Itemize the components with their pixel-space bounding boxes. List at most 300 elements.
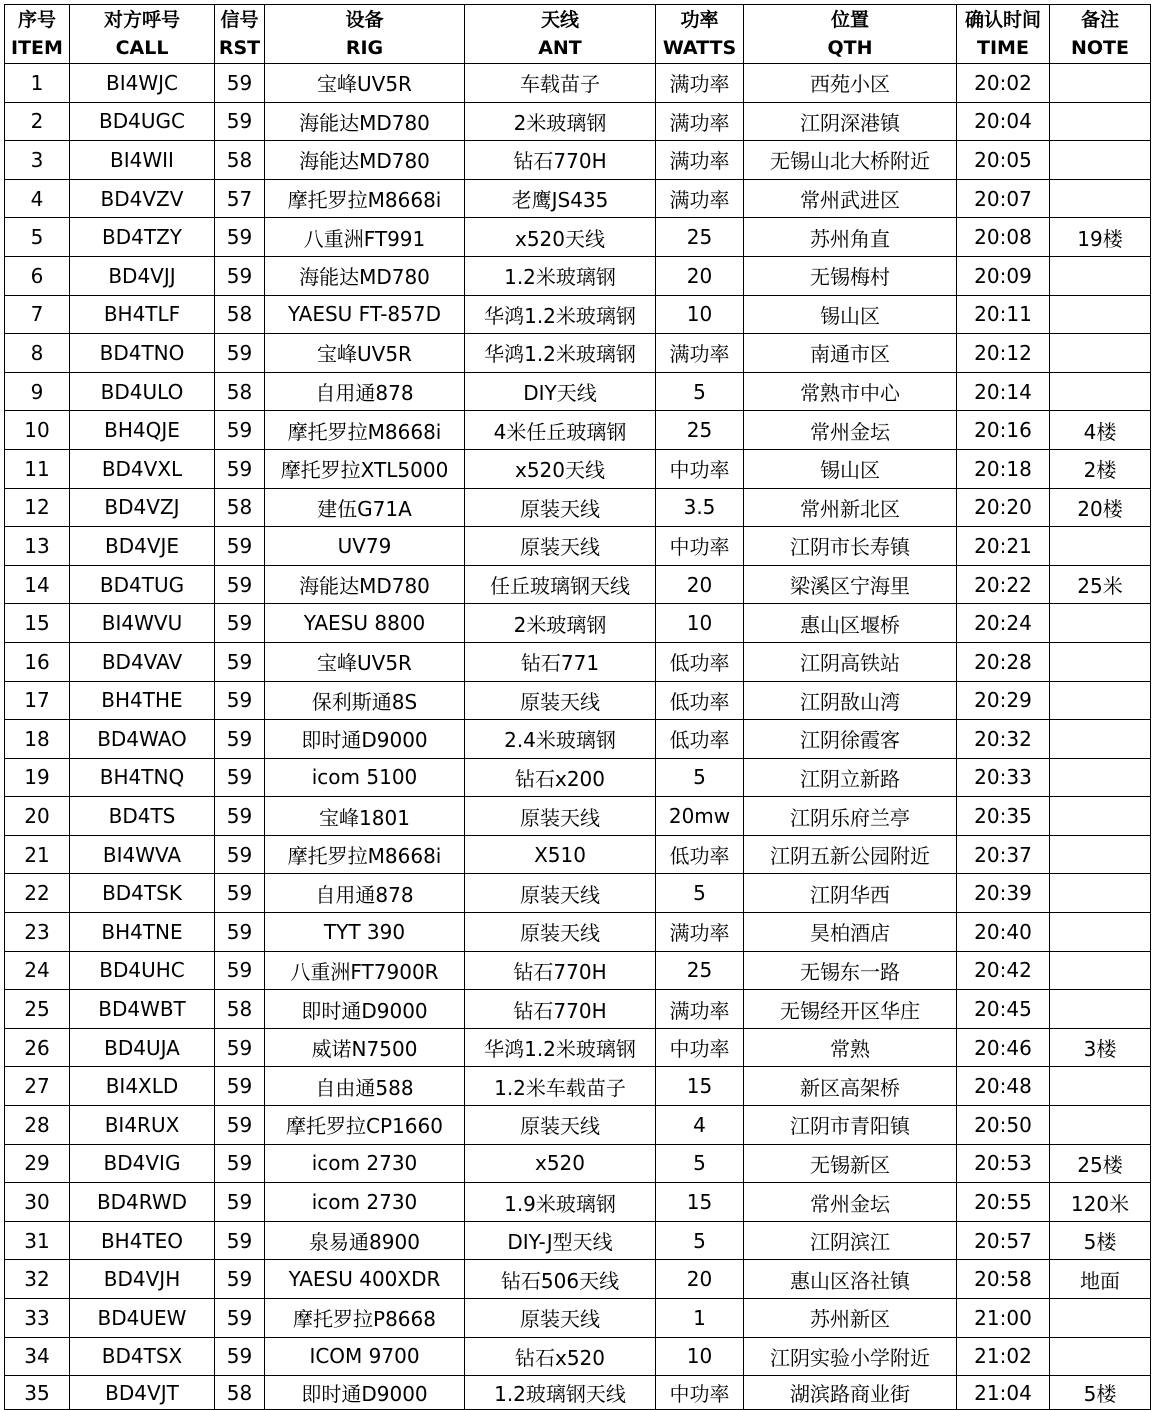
- cell-watts: 10: [656, 604, 744, 643]
- table-row: [5, 1144, 1151, 1183]
- cell-item: 21: [5, 835, 70, 874]
- cell-rig: 泉易通8900: [265, 1221, 465, 1260]
- cell-qth: 江阴敔山湾: [744, 681, 957, 720]
- cell-qth: 江阴深港镇: [744, 102, 957, 141]
- cell-ant: 原装天线: [465, 681, 656, 720]
- cell-rst: 59: [215, 1337, 265, 1376]
- cell-item: 9: [5, 372, 70, 411]
- cell-rst: 58: [215, 295, 265, 334]
- cell-ant: 原装天线: [465, 488, 656, 527]
- cell-rig: 自用通878: [265, 874, 465, 913]
- cell-ant: 钻石770H: [465, 990, 656, 1029]
- table-row: [5, 256, 1151, 295]
- cell-call: BD4TNO: [70, 334, 215, 373]
- cell-time: 20:18: [957, 449, 1050, 488]
- cell-call: BI4WJC: [70, 64, 215, 103]
- cell-time: 20:45: [957, 990, 1050, 1029]
- cell-rst: 59: [215, 334, 265, 373]
- cell-note: [1050, 1337, 1151, 1376]
- cell-ant: x520: [465, 1144, 656, 1183]
- column-header-en: ANT: [538, 37, 582, 59]
- cell-watts: 3.5: [656, 488, 744, 527]
- table-row: [5, 527, 1151, 566]
- cell-rig: 建伍G71A: [265, 488, 465, 527]
- cell-rst: 59: [215, 449, 265, 488]
- cell-call: BI4WII: [70, 141, 215, 180]
- cell-qth: 苏州角直: [744, 218, 957, 257]
- cell-note: [1050, 758, 1151, 797]
- cell-rig: 威诺N7500: [265, 1028, 465, 1067]
- cell-item: 20: [5, 797, 70, 836]
- cell-note: [1050, 179, 1151, 218]
- cell-qth: 昊柏酒店: [744, 913, 957, 952]
- cell-note: [1050, 64, 1151, 103]
- table-row: [5, 835, 1151, 874]
- cell-note: [1050, 141, 1151, 180]
- cell-ant: DIY-J型天线: [465, 1221, 656, 1260]
- cell-rig: 宝峰UV5R: [265, 642, 465, 681]
- cell-rst: 59: [215, 1106, 265, 1145]
- cell-call: BD4TUG: [70, 565, 215, 604]
- cell-rig: 宝峰1801: [265, 797, 465, 836]
- cell-rst: 59: [215, 681, 265, 720]
- cell-watts: 中功率: [656, 449, 744, 488]
- cell-rig: 宝峰UV5R: [265, 334, 465, 373]
- cell-ant: 4米任丘玻璃钢: [465, 411, 656, 450]
- cell-rig: 摩托罗拉XTL5000: [265, 449, 465, 488]
- cell-item: 24: [5, 951, 70, 990]
- cell-call: BI4RUX: [70, 1106, 215, 1145]
- table-row: [5, 1221, 1151, 1260]
- cell-rst: 59: [215, 1299, 265, 1338]
- table-row: [5, 179, 1151, 218]
- cell-call: BD4VJE: [70, 527, 215, 566]
- column-header-en: ITEM: [11, 37, 63, 59]
- cell-watts: 25: [656, 218, 744, 257]
- cell-item: 29: [5, 1144, 70, 1183]
- cell-rig: 即时通D9000: [265, 1376, 465, 1410]
- cell-rig: 摩托罗拉CP1660: [265, 1106, 465, 1145]
- cell-call: BD4TS: [70, 797, 215, 836]
- cell-item: 25: [5, 990, 70, 1029]
- cell-rig: ICOM 9700: [265, 1337, 465, 1376]
- cell-time: 20:22: [957, 565, 1050, 604]
- cell-time: 20:48: [957, 1067, 1050, 1106]
- cell-item: 15: [5, 604, 70, 643]
- cell-qth: 常州武进区: [744, 179, 957, 218]
- cell-note: 4楼: [1050, 411, 1151, 450]
- cell-time: 20:46: [957, 1028, 1050, 1067]
- column-header-rst: [215, 5, 265, 64]
- cell-rst: 58: [215, 372, 265, 411]
- cell-call: BD4RWD: [70, 1183, 215, 1222]
- cell-rst: 59: [215, 797, 265, 836]
- cell-rst: 59: [215, 64, 265, 103]
- cell-qth: 惠山区堰桥: [744, 604, 957, 643]
- cell-item: 11: [5, 449, 70, 488]
- cell-qth: 江阴市青阳镇: [744, 1106, 957, 1145]
- cell-rst: 59: [215, 256, 265, 295]
- cell-watts: 满功率: [656, 179, 744, 218]
- cell-watts: 满功率: [656, 64, 744, 103]
- cell-call: BH4TNQ: [70, 758, 215, 797]
- cell-rst: 59: [215, 951, 265, 990]
- cell-rst: 59: [215, 874, 265, 913]
- cell-rig: 保利斯通8S: [265, 681, 465, 720]
- cell-rig: YAESU 400XDR: [265, 1260, 465, 1299]
- cell-time: 20:42: [957, 951, 1050, 990]
- cell-rst: 59: [215, 1221, 265, 1260]
- header-row: [5, 5, 1151, 64]
- table-row: [5, 642, 1151, 681]
- cell-ant: 1.2米车载苗子: [465, 1067, 656, 1106]
- column-header-note: [1050, 5, 1151, 64]
- table-row: [5, 681, 1151, 720]
- cell-ant: 原装天线: [465, 527, 656, 566]
- cell-item: 28: [5, 1106, 70, 1145]
- cell-rst: 59: [215, 758, 265, 797]
- cell-rig: 海能达MD780: [265, 141, 465, 180]
- cell-call: BI4XLD: [70, 1067, 215, 1106]
- cell-ant: x520天线: [465, 449, 656, 488]
- cell-ant: 原装天线: [465, 1299, 656, 1338]
- table-row: [5, 951, 1151, 990]
- cell-qth: 江阴实验小学附近: [744, 1337, 957, 1376]
- qso-log-table: [4, 4, 1151, 1410]
- cell-call: BH4QJE: [70, 411, 215, 450]
- cell-rig: icom 2730: [265, 1144, 465, 1183]
- cell-rig: 海能达MD780: [265, 256, 465, 295]
- cell-qth: 西苑小区: [744, 64, 957, 103]
- cell-watts: 中功率: [656, 1028, 744, 1067]
- table-row: [5, 141, 1151, 180]
- cell-call: BD4WAO: [70, 720, 215, 759]
- cell-time: 20:40: [957, 913, 1050, 952]
- cell-watts: 20mw: [656, 797, 744, 836]
- cell-qth: 常熟: [744, 1028, 957, 1067]
- cell-call: BI4WVU: [70, 604, 215, 643]
- cell-call: BD4VZJ: [70, 488, 215, 527]
- cell-ant: 1.9米玻璃钢: [465, 1183, 656, 1222]
- cell-call: BD4UGC: [70, 102, 215, 141]
- table-row: [5, 604, 1151, 643]
- column-header-cn: 确认时间: [964, 9, 1041, 31]
- cell-qth: 江阴市长寿镇: [744, 527, 957, 566]
- column-header-ant: [465, 5, 656, 64]
- table-row: [5, 218, 1151, 257]
- cell-call: BD4WBT: [70, 990, 215, 1029]
- cell-rst: 58: [215, 1376, 265, 1410]
- cell-rig: 八重洲FT7900R: [265, 951, 465, 990]
- cell-call: BD4VIG: [70, 1144, 215, 1183]
- column-header-cn: 天线: [540, 9, 579, 31]
- cell-note: [1050, 1299, 1151, 1338]
- cell-time: 20:29: [957, 681, 1050, 720]
- cell-note: [1050, 1067, 1151, 1106]
- cell-time: 20:57: [957, 1221, 1050, 1260]
- column-header-cn: 功率: [680, 9, 719, 31]
- cell-item: 16: [5, 642, 70, 681]
- table-row: [5, 1067, 1151, 1106]
- cell-item: 14: [5, 565, 70, 604]
- cell-note: [1050, 913, 1151, 952]
- cell-ant: 2米玻璃钢: [465, 604, 656, 643]
- column-header-cn: 对方呼号: [103, 9, 180, 31]
- cell-time: 20:28: [957, 642, 1050, 681]
- cell-call: BD4TSK: [70, 874, 215, 913]
- cell-rst: 59: [215, 604, 265, 643]
- column-header-en: WATTS: [662, 37, 737, 59]
- cell-time: 21:00: [957, 1299, 1050, 1338]
- cell-note: [1050, 797, 1151, 836]
- cell-time: 20:07: [957, 179, 1050, 218]
- cell-item: 6: [5, 256, 70, 295]
- cell-rst: 58: [215, 141, 265, 180]
- cell-watts: 5: [656, 1221, 744, 1260]
- cell-call: BD4UHC: [70, 951, 215, 990]
- cell-time: 20:33: [957, 758, 1050, 797]
- cell-item: 23: [5, 913, 70, 952]
- cell-qth: 常熟市中心: [744, 372, 957, 411]
- cell-call: BD4UJA: [70, 1028, 215, 1067]
- cell-watts: 满功率: [656, 334, 744, 373]
- cell-rst: 59: [215, 1067, 265, 1106]
- table-row: [5, 102, 1151, 141]
- cell-qth: 常州金坛: [744, 411, 957, 450]
- table-row: [5, 1337, 1151, 1376]
- cell-qth: 无锡梅村: [744, 256, 957, 295]
- cell-rig: 海能达MD780: [265, 565, 465, 604]
- cell-qth: 江阴高铁站: [744, 642, 957, 681]
- cell-watts: 5: [656, 372, 744, 411]
- cell-rig: 宝峰UV5R: [265, 64, 465, 103]
- cell-item: 4: [5, 179, 70, 218]
- table-row: [5, 758, 1151, 797]
- cell-note: 5楼: [1050, 1221, 1151, 1260]
- cell-qth: 锡山区: [744, 295, 957, 334]
- cell-ant: 2米玻璃钢: [465, 102, 656, 141]
- cell-note: [1050, 256, 1151, 295]
- cell-note: [1050, 681, 1151, 720]
- cell-note: 25楼: [1050, 1144, 1151, 1183]
- cell-call: BD4VJT: [70, 1376, 215, 1410]
- cell-call: BH4TLF: [70, 295, 215, 334]
- cell-ant: 原装天线: [465, 797, 656, 836]
- cell-call: BH4THE: [70, 681, 215, 720]
- cell-note: [1050, 720, 1151, 759]
- cell-rst: 59: [215, 1260, 265, 1299]
- cell-note: 地面: [1050, 1260, 1151, 1299]
- cell-qth: 湖滨路商业街: [744, 1376, 957, 1410]
- cell-note: [1050, 334, 1151, 373]
- column-header-en: QTH: [827, 37, 873, 59]
- cell-watts: 25: [656, 411, 744, 450]
- cell-call: BD4TSX: [70, 1337, 215, 1376]
- cell-call: BD4UEW: [70, 1299, 215, 1338]
- cell-call: BD4TZY: [70, 218, 215, 257]
- cell-watts: 满功率: [656, 102, 744, 141]
- cell-time: 20:04: [957, 102, 1050, 141]
- cell-qth: 无锡东一路: [744, 951, 957, 990]
- cell-watts: 满功率: [656, 990, 744, 1029]
- column-header-cn: 序号: [17, 9, 56, 31]
- column-header-item: [5, 5, 70, 64]
- cell-item: 19: [5, 758, 70, 797]
- cell-time: 21:02: [957, 1337, 1050, 1376]
- cell-watts: 5: [656, 874, 744, 913]
- cell-rig: 海能达MD780: [265, 102, 465, 141]
- table-header: [5, 5, 1151, 64]
- cell-ant: 钻石506天线: [465, 1260, 656, 1299]
- cell-call: BD4VJJ: [70, 256, 215, 295]
- cell-time: 20:53: [957, 1144, 1050, 1183]
- column-header-cn: 备注: [1080, 9, 1119, 31]
- cell-ant: 原装天线: [465, 874, 656, 913]
- cell-ant: 华鸿1.2米玻璃钢: [465, 334, 656, 373]
- cell-watts: 1: [656, 1299, 744, 1338]
- table-row: [5, 1183, 1151, 1222]
- cell-call: BH4TNE: [70, 913, 215, 952]
- cell-qth: 新区高架桥: [744, 1067, 957, 1106]
- cell-watts: 15: [656, 1067, 744, 1106]
- cell-ant: X510: [465, 835, 656, 874]
- cell-item: 7: [5, 295, 70, 334]
- cell-note: 5楼: [1050, 1376, 1151, 1410]
- cell-rst: 58: [215, 488, 265, 527]
- cell-rig: 摩托罗拉P8668: [265, 1299, 465, 1338]
- table-row: [5, 449, 1151, 488]
- cell-watts: 10: [656, 1337, 744, 1376]
- cell-watts: 4: [656, 1106, 744, 1145]
- cell-rst: 59: [215, 642, 265, 681]
- cell-time: 20:21: [957, 527, 1050, 566]
- cell-time: 20:05: [957, 141, 1050, 180]
- cell-call: BH4TEO: [70, 1221, 215, 1260]
- table-row: [5, 1260, 1151, 1299]
- cell-rst: 59: [215, 1028, 265, 1067]
- column-header-en: RST: [218, 37, 261, 59]
- cell-item: 31: [5, 1221, 70, 1260]
- cell-item: 27: [5, 1067, 70, 1106]
- cell-rig: icom 2730: [265, 1183, 465, 1222]
- cell-time: 20:11: [957, 295, 1050, 334]
- cell-item: 26: [5, 1028, 70, 1067]
- cell-item: 2: [5, 102, 70, 141]
- table-row: [5, 874, 1151, 913]
- cell-ant: x520天线: [465, 218, 656, 257]
- column-header-en: CALL: [115, 37, 169, 59]
- cell-ant: 华鸿1.2米玻璃钢: [465, 295, 656, 334]
- cell-rig: 即时通D9000: [265, 720, 465, 759]
- cell-watts: 20: [656, 565, 744, 604]
- cell-rig: UV79: [265, 527, 465, 566]
- cell-rig: 自由通588: [265, 1067, 465, 1106]
- cell-time: 20:58: [957, 1260, 1050, 1299]
- cell-item: 32: [5, 1260, 70, 1299]
- cell-qth: 江阴乐府兰亭: [744, 797, 957, 836]
- cell-ant: 钻石771: [465, 642, 656, 681]
- cell-rst: 59: [215, 411, 265, 450]
- cell-watts: 低功率: [656, 681, 744, 720]
- table-row: [5, 334, 1151, 373]
- cell-ant: 1.2玻璃钢天线: [465, 1376, 656, 1410]
- cell-note: [1050, 295, 1151, 334]
- cell-rig: 自用通878: [265, 372, 465, 411]
- cell-time: 20:02: [957, 64, 1050, 103]
- table-row: [5, 411, 1151, 450]
- table-row: [5, 720, 1151, 759]
- cell-time: 20:37: [957, 835, 1050, 874]
- cell-rig: icom 5100: [265, 758, 465, 797]
- cell-qth: 常州新北区: [744, 488, 957, 527]
- column-header-call: [70, 5, 215, 64]
- cell-watts: 低功率: [656, 642, 744, 681]
- cell-time: 21:04: [957, 1376, 1050, 1410]
- cell-qth: 锡山区: [744, 449, 957, 488]
- cell-time: 20:35: [957, 797, 1050, 836]
- cell-rig: 八重洲FT991: [265, 218, 465, 257]
- cell-item: 33: [5, 1299, 70, 1338]
- cell-time: 20:16: [957, 411, 1050, 450]
- cell-time: 20:09: [957, 256, 1050, 295]
- cell-note: [1050, 951, 1151, 990]
- cell-note: [1050, 527, 1151, 566]
- table-row: [5, 990, 1151, 1029]
- cell-time: 20:24: [957, 604, 1050, 643]
- cell-ant: 华鸿1.2米玻璃钢: [465, 1028, 656, 1067]
- cell-rst: 59: [215, 218, 265, 257]
- cell-item: 22: [5, 874, 70, 913]
- cell-call: BD4ULO: [70, 372, 215, 411]
- cell-note: [1050, 1106, 1151, 1145]
- cell-qth: 江阴滨江: [744, 1221, 957, 1260]
- cell-rig: YAESU FT-857D: [265, 295, 465, 334]
- cell-rst: 59: [215, 1183, 265, 1222]
- cell-qth: 无锡山北大桥附近: [744, 141, 957, 180]
- cell-time: 20:08: [957, 218, 1050, 257]
- cell-ant: 钻石x200: [465, 758, 656, 797]
- cell-rig: 摩托罗拉M8668i: [265, 411, 465, 450]
- cell-item: 17: [5, 681, 70, 720]
- cell-rst: 59: [215, 720, 265, 759]
- cell-note: 20楼: [1050, 488, 1151, 527]
- cell-rst: 59: [215, 527, 265, 566]
- cell-rst: 59: [215, 102, 265, 141]
- table-row: [5, 1028, 1151, 1067]
- cell-ant: 2.4米玻璃钢: [465, 720, 656, 759]
- cell-watts: 20: [656, 256, 744, 295]
- cell-item: 10: [5, 411, 70, 450]
- column-header-en: NOTE: [1071, 37, 1129, 59]
- cell-note: 19楼: [1050, 218, 1151, 257]
- cell-qth: 无锡经开区华庄: [744, 990, 957, 1029]
- cell-qth: 惠山区洛社镇: [744, 1260, 957, 1299]
- cell-ant: 任丘玻璃钢天线: [465, 565, 656, 604]
- cell-qth: 常州金坛: [744, 1183, 957, 1222]
- cell-item: 30: [5, 1183, 70, 1222]
- cell-item: 5: [5, 218, 70, 257]
- cell-rst: 59: [215, 565, 265, 604]
- column-header-time: [957, 5, 1050, 64]
- cell-watts: 5: [656, 1144, 744, 1183]
- cell-qth: 江阴徐霞客: [744, 720, 957, 759]
- column-header-rig: [265, 5, 465, 64]
- cell-time: 20:14: [957, 372, 1050, 411]
- cell-note: [1050, 372, 1151, 411]
- cell-rig: TYT 390: [265, 913, 465, 952]
- cell-note: [1050, 990, 1151, 1029]
- cell-ant: 钻石770H: [465, 141, 656, 180]
